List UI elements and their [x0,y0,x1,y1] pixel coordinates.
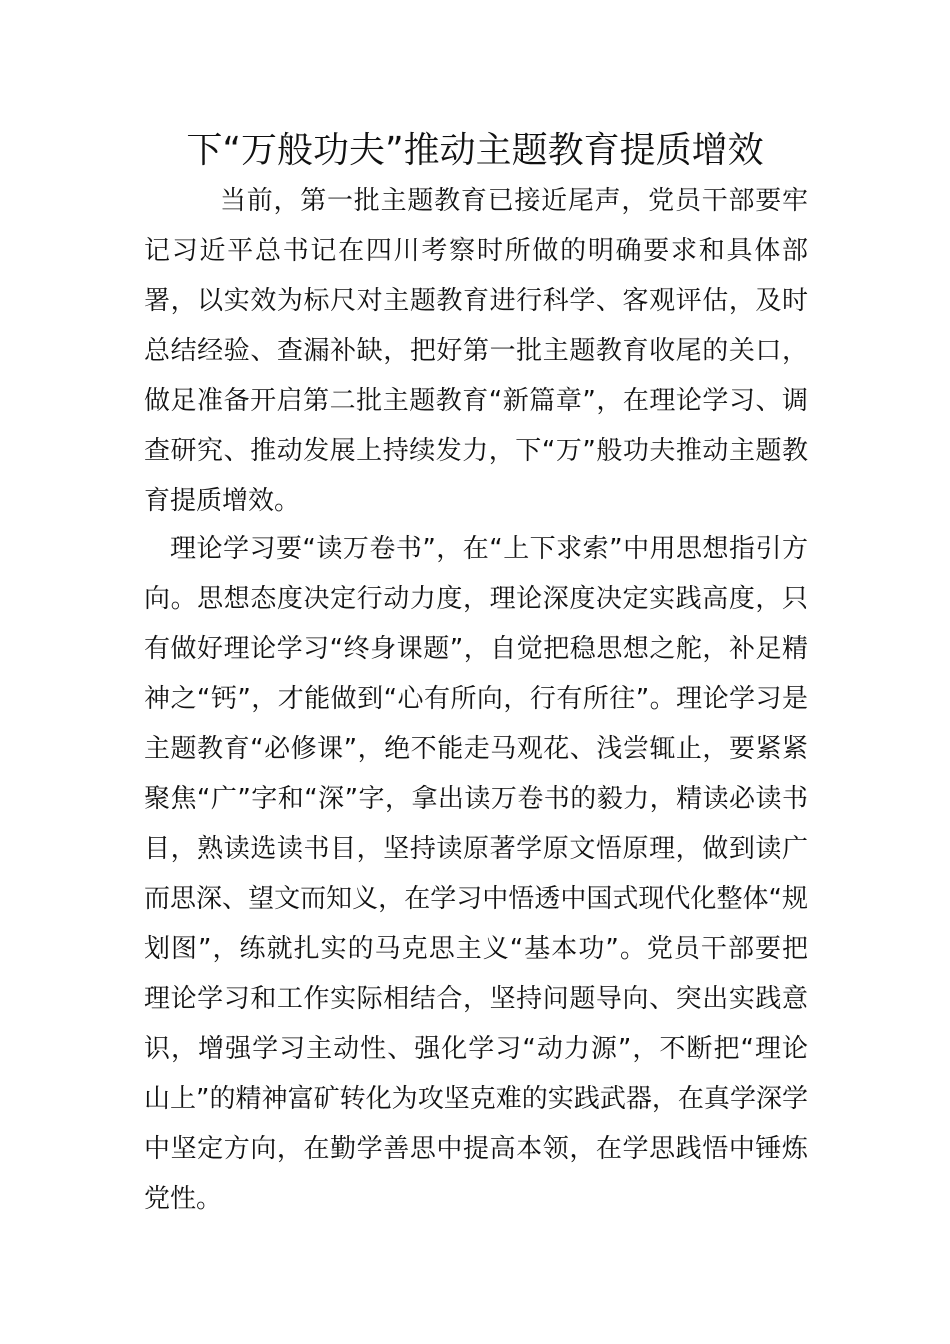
paragraph-theory-study: 理论学习要“读万卷书”，在“上下求索”中用思想指引方向。思想态度决定行动力度，理论深度决定实践高度，只有做好理论学习“终身课题”，自觉把稳思想之舵，补足精神之“钙”，才能做到“心有所向，行有所往”。理论学习是主题教育“必修课”，绝不能走马观花、浅尝辄止，要紧紧聚焦“广”字和“深”字，拿出读万卷书的毅力，精读必读书目，熟读选读书目，坚持读原著学原文悟原理，做到读广而思深、望文而知义，在学习中悟透中国式现代化整体“规划图”，练就扎实的马克思主义“基本功”。党员干部要把理论学习和工作实际相结合，坚持问题导向、突出实践意识，增强学习主动性、强化学习“动力源”，不断把“理论山上”的精神富矿转化为攻坚克难的实践武器，在真学深学中坚定方向，在勤学善思中提高本领，在学思践悟中锤炼党性。 [144,534,808,1214]
paragraph-intro: 当前，第一批主题教育已接近尾声，党员干部要牢记习近平总书记在四川考察时所做的明确要求和具体部署，以实效为标尺对主题教育进行科学、客观评估，及时总结经验、查漏补缺，把好第一批主题教育收尾的关口，做足准备开启第二批主题教育“新篇章”，在理论学习、调查研究、推动发展上持续发力，下“万”般功夫推动主题教育提质增效。 [144,186,808,516]
document-title: 下“万般功夫”推动主题教育提质增效 [186,130,764,171]
